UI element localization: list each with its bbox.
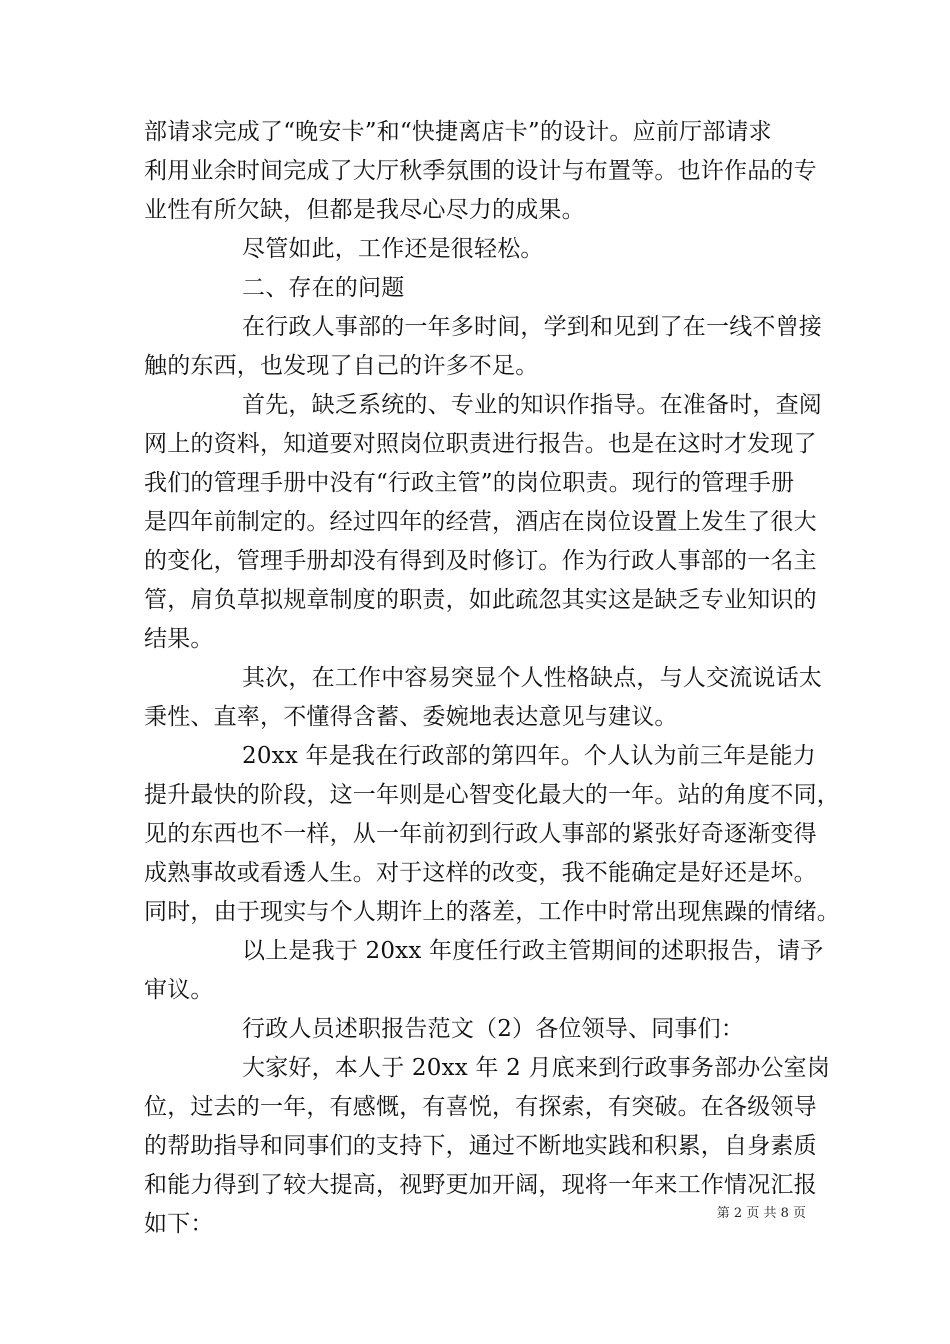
text-line: 管，肩负草拟规章制度的职责，如此疏忽其实这是缺乏专业知识的 — [144, 587, 817, 613]
text-line: 其次，在工作中容易突显个人性格缺点，与人交流说话太 — [242, 665, 822, 691]
text-line: 行政人员述职报告范文（2）各位领导、同事们： — [242, 1016, 745, 1042]
text-line: 同时，由于现实与个人期许上的落差，工作中时常出现焦躁的情绪。 — [144, 899, 840, 925]
text-line: 部请求完成了“晚安卡”和“快捷离店卡”的设计。应前厅部请求 — [144, 119, 772, 145]
text-line: 网上的资料，知道要对照岗位职责进行报告。也是在这时才发现了 — [144, 431, 817, 457]
text-line: 大家好，本人于 20xx 年 2 月底来到行政事务部办公室岗 — [242, 1055, 831, 1081]
text-line: 成熟事故或看透人生。对于这样的改变，我不能确定是好还是坏。 — [144, 860, 817, 886]
text-line: 以上是我于 20xx 年度任行政主管期间的述职报告，请予 — [242, 938, 824, 964]
text-line: 二、存在的问题 — [242, 275, 405, 301]
text-line: 如下： — [144, 1211, 214, 1237]
text-line: 尽管如此，工作还是很轻松。 — [242, 236, 544, 262]
text-line: 结果。 — [144, 626, 214, 652]
text-line: 我们的管理手册中没有“行政主管”的岗位职责。现行的管理手册 — [144, 470, 795, 496]
text-line: 秉性、直率，不懂得含蓄、委婉地表达意见与建议。 — [144, 704, 678, 730]
text-line: 提升最快的阶段，这一年则是心智变化最大的一年。站的角度不同， — [144, 782, 840, 808]
text-line: 是四年前制定的。经过四年的经营，酒店在岗位设置上发生了很大 — [144, 509, 817, 535]
text-line: 位，过去的一年，有感慨，有喜悦，有探索，有突破。在各级领导 — [144, 1094, 817, 1120]
text-line: 的帮助指导和同事们的支持下，通过不断地实践和积累，自身素质 — [144, 1133, 817, 1159]
text-line: 首先，缺乏系统的、专业的知识作指导。在准备时，查阅 — [242, 392, 822, 418]
text-line: 审议。 — [144, 977, 214, 1003]
text-line: 20xx 年是我在行政部的第四年。个人认为前三年是能力 — [242, 743, 816, 769]
text-line: 和能力得到了较大提高，视野更加开阔，现将一年来工作情况汇报 — [144, 1172, 817, 1198]
text-line: 在行政人事部的一年多时间，学到和见到了在一线不曾接 — [242, 314, 822, 340]
document-body — [144, 113, 840, 1244]
text-line: 利用业余时间完成了大厅秋季氛围的设计与布置等。也许作品的专 — [144, 158, 817, 184]
text-line: 的变化，管理手册却没有得到及时修订。作为行政人事部的一名主 — [144, 548, 817, 574]
text-line: 见的东西也不一样，从一年前初到行政人事部的紧张好奇逐渐变得 — [144, 821, 817, 847]
text-line: 触的东西，也发现了自己的许多不足。 — [144, 353, 539, 379]
text-line: 业性有所欠缺，但都是我尽心尽力的成果。 — [144, 197, 585, 223]
page-footer: 第 2 页 共 8 页 — [716, 1206, 806, 1221]
